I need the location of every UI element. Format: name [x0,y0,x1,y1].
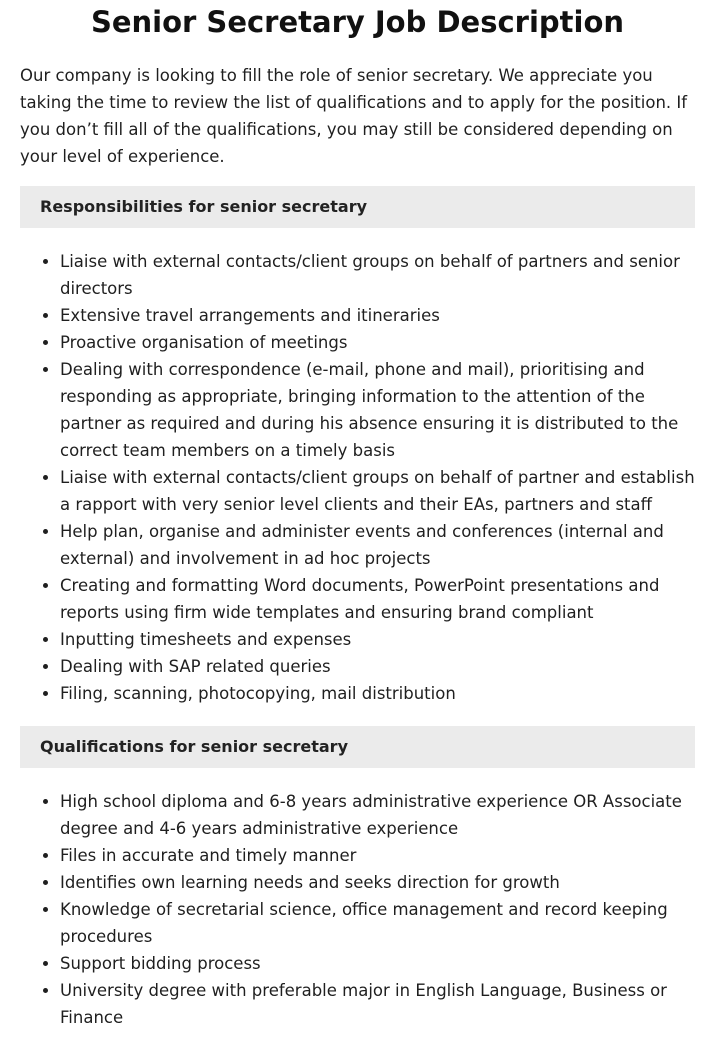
list-item: • Liaise with external contacts/client groups on behalf of partners and senior directors [60,248,695,302]
intro-paragraph: Our company is looking to fill the role of senior secretary. We appreciate you taking the time to review the list of qualifications and to apply for the position. If you don’t fill all of the qualifications, you may still be considered depending on your level of experience. [20,66,688,166]
list-item: • Files in accurate and timely manner [60,842,695,869]
list-item: • Help plan, organise and administer events and conferences (internal and external) and involvement in ad hoc projects [60,518,695,572]
list-item: • Filing, scanning, photocopying, mail distribution [60,680,695,707]
list-item: • Extensive travel arrangements and itineraries [60,302,695,329]
responsibilities-list [20,248,695,707]
list-item: • Knowledge of secretarial science, office management and record keeping procedures [60,896,695,950]
list-item: • Dealing with correspondence (e-mail, phone and mail), prioritising and responding as appropriate, bringing information to the attention of the partner as required and during his absence ensuring it is distributed to the correct team members on a timely basis [60,356,695,464]
list-item: • Support bidding process [60,950,695,977]
list-item: • Liaise with external contacts/client groups on behalf of partner and establish a rapport with very senior level clients and their EAs, partners and staff [60,464,695,518]
qualifications-list [20,788,695,1031]
list-item: • High school diploma and 6-8 years administrative experience OR Associate degree and 4-6 years administrative experience [60,788,695,842]
list-item: • Identifies own learning needs and seeks direction for growth [60,869,695,896]
qualifications-heading: Qualifications for senior secretary [20,726,695,768]
list-item: • Creating and formatting Word documents, PowerPoint presentations and reports using firm wide templates and ensuring brand compliant [60,572,695,626]
list-item: • University degree with preferable major in English Language, Business or Finance [60,977,695,1031]
list-item: • Inputting timesheets and expenses [60,626,695,653]
responsibilities-heading: Responsibilities for senior secretary [20,186,695,228]
list-item: • Proactive organisation of meetings [60,329,695,356]
list-item: • Dealing with SAP related queries [60,653,695,680]
page-title: Senior Secretary Job Description [90,5,625,39]
